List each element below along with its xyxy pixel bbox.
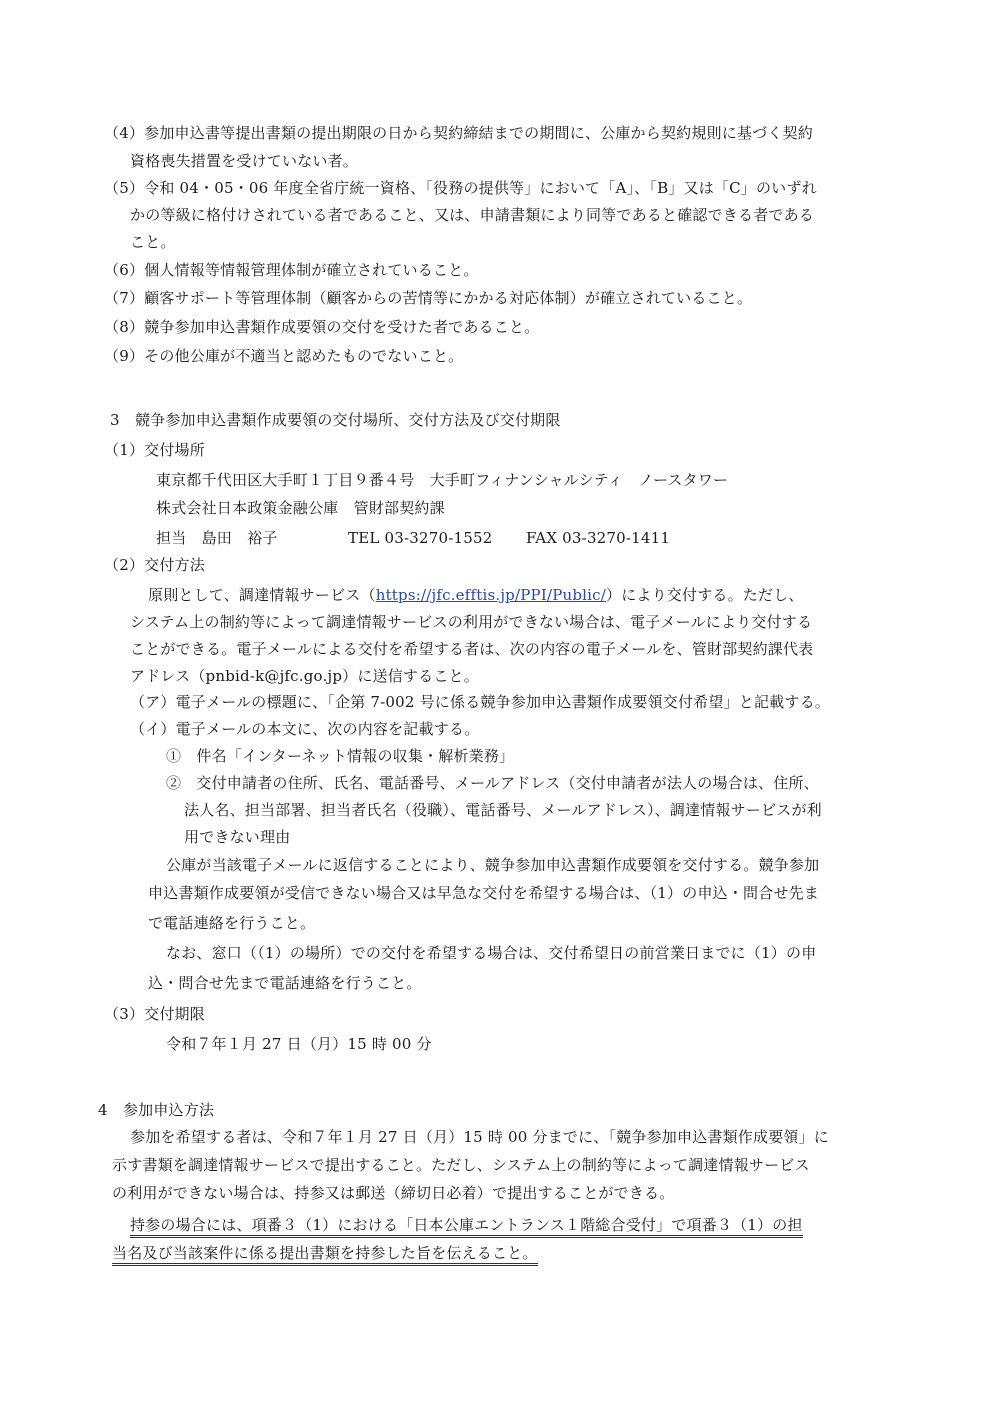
underlined-text-2: 当名及び当該案件に係る提出書類を持参した旨を伝えること。 <box>112 1244 538 1266</box>
contact-person: 担当 島田 裕子 <box>156 529 278 547</box>
delivery-address: 東京都千代田区大手町１丁目９番４号 大手町フィナンシャルシティ ノースタワー <box>156 471 729 489</box>
application-line-1: 参加を希望する者は、令和７年１月 27 日（月）15 時 00 分までに、「競争参加申込書類作成要領」に <box>130 1128 830 1146</box>
method-line-4: アドレス（pnbid-k@jfc.go.jp）に送信すること。 <box>130 667 479 685</box>
method-line-2: システム上の制約等によって調達情報サービスの利用ができない場合は、電子メールにより交付する <box>130 613 813 631</box>
section-3-heading: 3 競争参加申込書類作成要領の交付場所、交付方法及び交付期限 <box>110 411 561 429</box>
method-reply-line-2: 申込書類作成要領が受信できない場合又は早急な交付を希望する場合は、（1）の申込・問合せ先ま <box>148 884 820 902</box>
application-underlined-line-2 <box>112 1243 538 1263</box>
section-3-3-label: （3）交付期限 <box>104 1005 205 1023</box>
application-line-3: の利用ができない場合は、持参又は郵送（締切日必着）で提出することができる。 <box>112 1184 675 1202</box>
contact-fax: FAX 03-3270-1411 <box>526 529 671 547</box>
method-line-1-pre: 原則として、調達情報サービス（ <box>148 586 376 604</box>
method-reply-line-3: で電話連絡を行うこと。 <box>148 914 316 932</box>
method-window-line-1: なお、窓口（（1）の場所）での交付を希望する場合は、交付希望日の前営業日までに（1）の申 <box>166 944 817 962</box>
method-line-3: ことができる。電子メールによる交付を希望する者は、次の内容の電子メールを、管財部契約課代表 <box>130 640 814 658</box>
item-5-line-1: （5）令和 04・05・06 年度全省庁統一資格、「役務の提供等」において「A」、「B」又は「C」のいずれ <box>104 179 817 197</box>
application-underlined-line-1 <box>130 1215 803 1235</box>
method-line-1-post: ）により交付する。ただし、 <box>606 586 804 604</box>
delivery-organization: 株式会社日本政策金融公庫 管財部契約課 <box>156 499 445 517</box>
item-4-line-1: （4）参加申込書等提出書類の提出期限の日から契約締結までの期間に、公庫から契約規則に基づく契約 <box>104 124 813 142</box>
item-5-line-3: こと。 <box>130 233 176 251</box>
item-7: （7）顧客サポート等管理体制（顧客からの苦情等にかかる対応体制）が確立されていること。 <box>104 289 753 307</box>
section-3-2-label: （2）交付方法 <box>104 556 205 574</box>
procurement-service-link[interactable]: https://jfc.efftis.jp/PPI/Public/ <box>375 586 606 604</box>
method-item-a: （ア）電子メールの標題に、「企第 7-002 号に係る競争参加申込書類作成要領交付希望」と記載する。 <box>130 693 830 711</box>
method-circle-1: ① 件名「インターネット情報の収集・解析業務」 <box>166 747 515 765</box>
application-line-2: 示す書類を調達情報サービスで提出すること。ただし、システム上の制約等によって調達情報サービス <box>112 1156 810 1174</box>
underlined-text-1: 持参の場合には、項番３（1）における「日本公庫エントランス１階総合受付」で項番３（1）の担 <box>130 1216 803 1238</box>
section-4-heading: 4 参加申込方法 <box>98 1101 215 1119</box>
method-line-1 <box>148 585 804 605</box>
item-5-line-2: かの等級に格付けされている者であること、又は、申請書類により同等であると確認できる者である <box>130 206 815 224</box>
method-circle-2-line-1: ② 交付申請者の住所、氏名、電話番号、メールアドレス（交付申請者が法人の場合は、住所、 <box>166 774 819 792</box>
item-4-line-2: 資格喪失措置を受けていない者。 <box>130 152 359 170</box>
method-circle-2-line-3: 用できない理由 <box>184 828 291 846</box>
method-item-i: （イ）電子メールの本文に、次の内容を記載する。 <box>130 720 480 738</box>
item-6: （6）個人情報等情報管理体制が確立されていること。 <box>104 261 479 279</box>
section-3-1-label: （1）交付場所 <box>104 441 205 459</box>
item-8: （8）競争参加申込書類作成要領の交付を受けた者であること。 <box>104 318 540 336</box>
delivery-deadline: 令和７年１月 27 日（月）15 時 00 分 <box>166 1035 432 1053</box>
method-circle-2-line-2: 法人名、担当部署、担当者氏名（役職）、電話番号、メールアドレス）、調達情報サービスが利 <box>184 801 822 819</box>
method-reply-line-1: 公庫が当該電子メールに返信することにより、競争参加申込書類作成要領を交付する。競争参加 <box>166 856 820 874</box>
item-9: （9）その他公庫が不適当と認めたものでないこと。 <box>104 347 464 365</box>
contact-tel: TEL 03-3270-1552 <box>348 529 493 547</box>
method-window-line-2: 込・問合せ先まで電話連絡を行うこと。 <box>148 974 422 992</box>
